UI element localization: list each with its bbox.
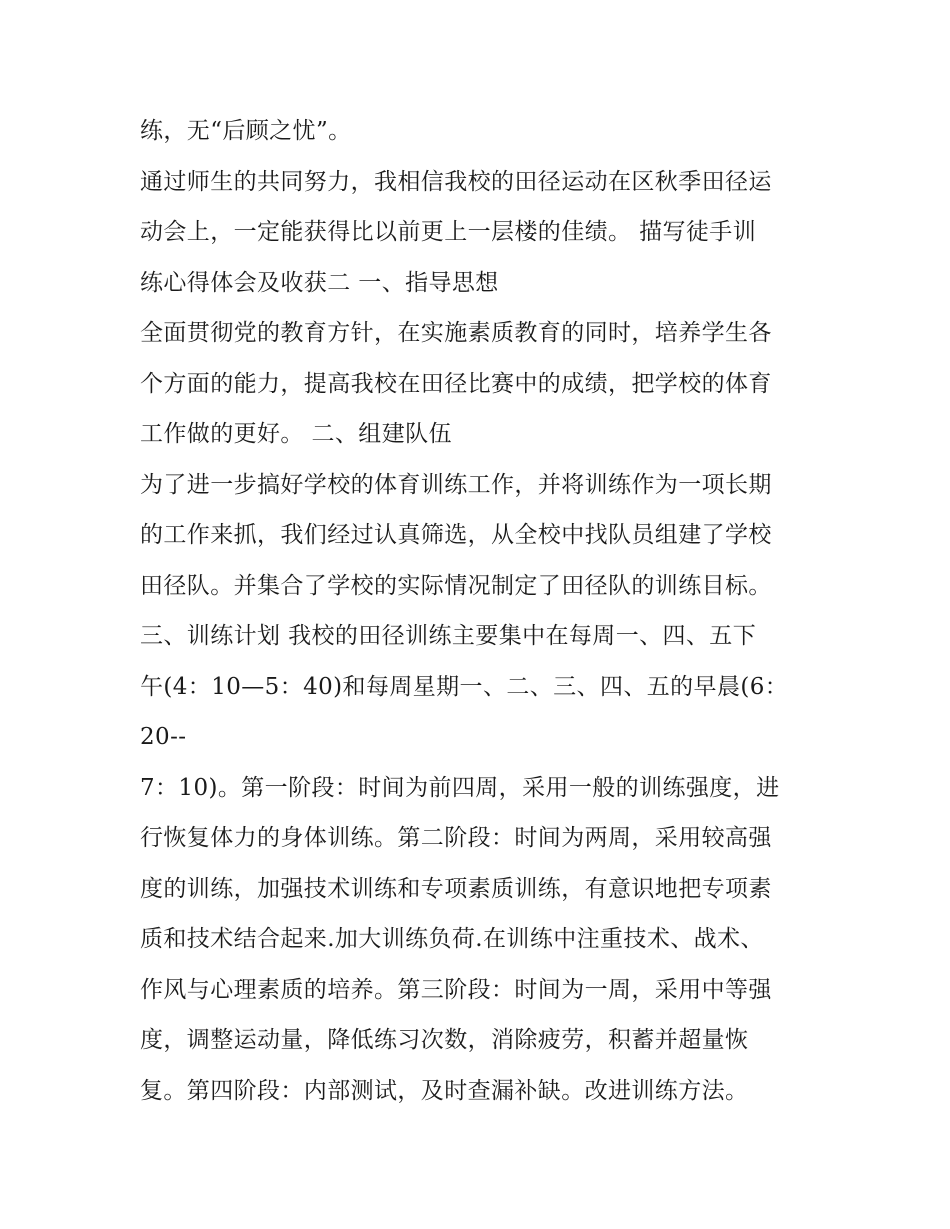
- text-line: 质和技术结合起来.加大训练负荷.在训练中注重技术、战术、: [140, 926, 764, 952]
- text-line: 个方面的能力，提高我校在田径比赛中的成绩，把学校的体育: [140, 370, 772, 397]
- text-line: 通过师生的共同努力，我相信我校的田径运动在区秋季田径运: [140, 168, 772, 195]
- text-line: 工作做的更好。 二、组建队伍: [140, 421, 452, 447]
- text-line: 练心得体会及收获二 一、指导思想: [140, 269, 499, 296]
- text-line: 行恢复体力的身体训练。第二阶段：时间为两周，采用较高强: [140, 825, 772, 851]
- text-line: 作风与心理素质的培养。第三阶段：时间为一周，采用中等强: [140, 976, 772, 1003]
- text-line: 全面贯彻党的教育方针，在实施素质教育的同时，培养学生各: [140, 320, 772, 346]
- text-line: 午(4：10—5：40)和每周星期一、二、三、四、五的早晨(6：: [140, 673, 789, 700]
- text-line: 田径队。并集合了学校的实际情况制定了田径队的训练目标。: [140, 572, 772, 599]
- text-line: 为了进一步搞好学校的体育训练工作，并将训练作为一项长期: [140, 471, 772, 498]
- text-line: 20--: [140, 724, 187, 750]
- text-line: 的工作来抓，我们经过认真筛选，从全校中找队员组建了学校: [140, 522, 772, 548]
- text-line: 动会上，一定能获得比以前更上一层楼的佳绩。 描写徒手训: [140, 219, 757, 245]
- body-text: [140, 106, 830, 1116]
- text-line: 练，无“后顾之忧”。: [140, 118, 352, 144]
- text-line: 7：10)。第一阶段：时间为前四周，采用一般的训练强度，进: [140, 774, 780, 801]
- text-line: 复。第四阶段：内部测试，及时查漏补缺。改进训练方法。: [140, 1077, 749, 1104]
- text-line: 度，调整运动量，降低练习次数，消除疲劳，积蓄并超量恢: [140, 1027, 749, 1053]
- text-line: 三、训练计划 我校的田径训练主要集中在每周一、四、五下: [140, 623, 757, 649]
- text-line: 度的训练，加强技术训练和专项素质训练，有意识地把专项素: [140, 875, 772, 902]
